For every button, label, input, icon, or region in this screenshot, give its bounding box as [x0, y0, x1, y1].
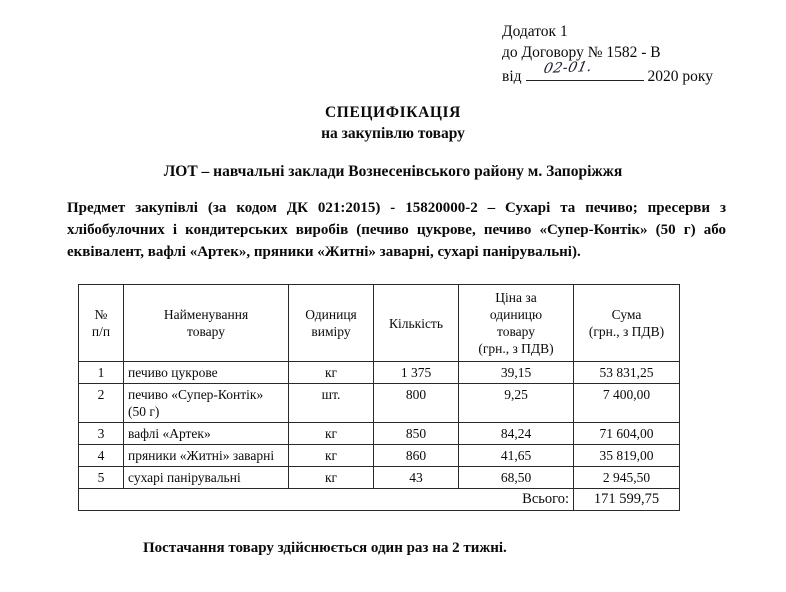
cell-unit: кг — [289, 445, 374, 467]
cell-name: сухарі панірувальні — [124, 467, 289, 489]
cell-unit: кг — [289, 467, 374, 489]
cell-price: 39,15 — [459, 362, 574, 384]
column-header-sum — [574, 285, 680, 362]
cell-sum: 35 819,00 — [574, 445, 680, 467]
cell-number: 5 — [79, 467, 124, 489]
column-header-sum-line1: Сума — [611, 307, 642, 322]
table-row — [79, 384, 680, 423]
specification-table — [78, 284, 680, 511]
procurement-subject-paragraph: Предмет закупівлі (за кодом ДК 021:2015) - 15820000-2 – Сухарі та печиво; пресерви з хлібобулочних і кондитерських виробів (печиво цукрове, печиво «Супер-Контік» (50 г) або еквівалент, вафлі «Артек», пряники «Житні» заварні, сухарі панірувальні). — [67, 200, 726, 260]
column-header-number-line2: п/п — [91, 324, 111, 339]
column-header-price-line4: (грн., з ПДВ) — [478, 341, 554, 356]
cell-price: 9,25 — [459, 384, 574, 423]
column-header-unit-line1: Одиниця — [305, 307, 357, 322]
cell-quantity: 1 375 — [374, 362, 459, 384]
page-subtitle: на закупівлю товару — [321, 125, 465, 142]
cell-number: 3 — [79, 423, 124, 445]
document-header — [502, 21, 713, 87]
column-header-price-line3: товару — [497, 324, 535, 339]
table-header — [79, 285, 680, 362]
contract-date-line — [502, 58, 713, 87]
column-header-price-line2: одиницю — [489, 307, 543, 322]
page-title: СПЕЦИФІКАЦІЯ — [325, 104, 461, 121]
table-header-row — [79, 285, 680, 362]
date-prefix-label: від — [502, 68, 522, 85]
contract-reference: до Договору № 1582 - В — [502, 44, 661, 61]
table-row — [79, 362, 680, 384]
table-body — [79, 362, 680, 511]
column-header-name — [124, 285, 289, 362]
cell-quantity: 850 — [374, 423, 459, 445]
date-blank-field[interactable] — [526, 58, 644, 81]
cell-number: 2 — [79, 384, 124, 423]
table-row — [79, 467, 680, 489]
cell-price: 68,50 — [459, 467, 574, 489]
cell-unit: кг — [289, 362, 374, 384]
date-handwritten-value: 02-01. — [541, 58, 594, 78]
cell-price: 84,24 — [459, 423, 574, 445]
cell-quantity: 860 — [374, 445, 459, 467]
cell-unit: кг — [289, 423, 374, 445]
appendix-label: Додаток 1 — [502, 23, 568, 40]
cell-quantity: 43 — [374, 467, 459, 489]
table-total-row — [79, 489, 680, 511]
cell-sum: 2 945,50 — [574, 467, 680, 489]
cell-name: печиво цукрове — [124, 362, 289, 384]
table-row — [79, 423, 680, 445]
cell-price: 41,65 — [459, 445, 574, 467]
date-year-label: 2020 року — [647, 68, 713, 85]
column-header-price-line1: Ціна за — [495, 290, 537, 305]
column-header-quantity-label: Кількість — [388, 315, 443, 331]
total-value: 171 599,75 — [574, 489, 680, 511]
total-label: Всього: — [79, 489, 574, 511]
cell-number: 1 — [79, 362, 124, 384]
column-header-unit-price — [459, 285, 574, 362]
cell-name: вафлі «Артек» — [124, 423, 289, 445]
table-row — [79, 445, 680, 467]
cell-name: печиво «Супер-Контік» (50 г) — [124, 384, 289, 423]
column-header-number — [79, 285, 124, 362]
column-header-quantity — [374, 285, 459, 362]
cell-unit: шт. — [289, 384, 374, 423]
lot-heading: ЛОТ – навчальні заклади Вознесенівського району м. Запоріжжя — [163, 163, 623, 180]
column-header-name-line1: Найменування — [163, 307, 249, 322]
column-header-number-line1: № — [94, 307, 108, 322]
column-header-unit-line2: виміру — [311, 324, 351, 339]
cell-sum: 53 831,25 — [574, 362, 680, 384]
column-header-sum-line2: (грн., з ПДВ) — [588, 324, 665, 339]
cell-sum: 71 604,00 — [574, 423, 680, 445]
cell-sum: 7 400,00 — [574, 384, 680, 423]
delivery-terms-note: Постачання товару здійснюється один раз на 2 тижні. — [143, 540, 507, 556]
cell-number: 4 — [79, 445, 124, 467]
column-header-name-line2: товару — [187, 324, 225, 339]
cell-quantity: 800 — [374, 384, 459, 423]
cell-name: пряники «Житні» заварні — [124, 445, 289, 467]
column-header-unit — [289, 285, 374, 362]
